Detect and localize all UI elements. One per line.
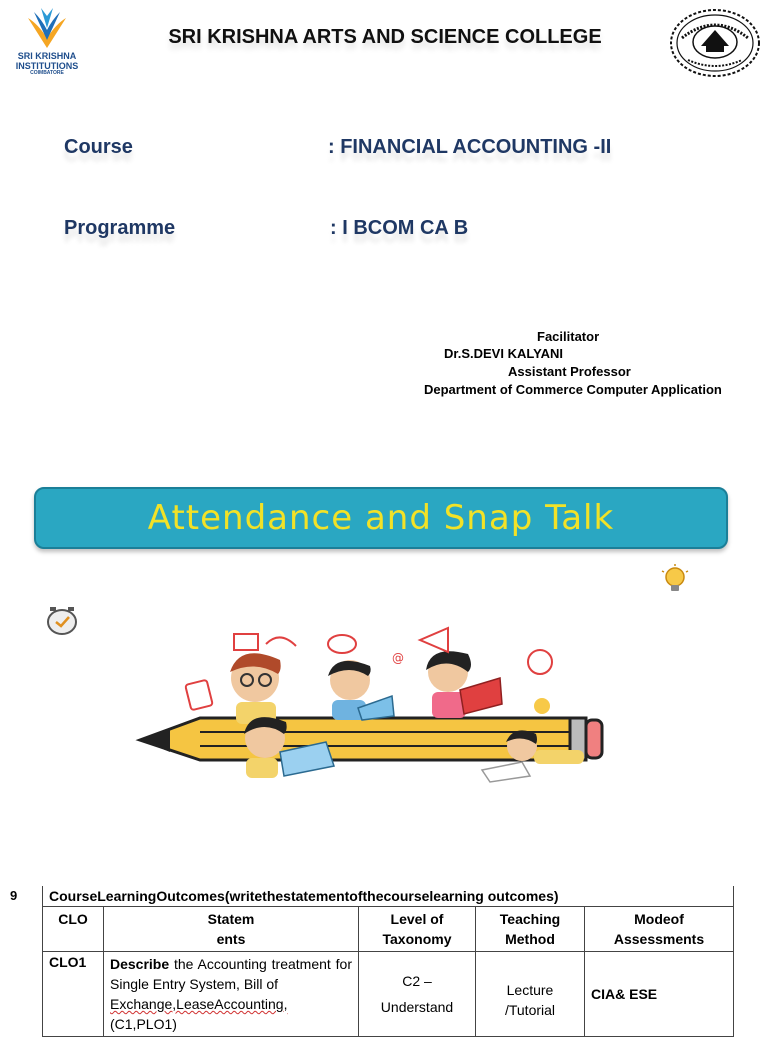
programme-label: Programme [64,217,176,239]
statement-text: the Accounting treatment for Single Entry System, Bill of [110,956,352,992]
facilitator-heading: Facilitator [537,329,600,344]
svg-text:@: @ [392,651,404,665]
row-teaching-line1: Lecture [506,982,554,998]
header-clo: CLO [43,907,104,952]
row-clo: CLO1 [43,952,104,1037]
college-title: SRI KRISHNA ARTS AND SCIENCE COLLEGE [168,26,602,48]
header-teaching [476,907,585,952]
course-value: : FINANCIAL ACCOUNTING -II [328,136,612,158]
table-title: CourseLearningOutcomes(writethestatementofthecourselearning outcomes) [43,886,734,907]
logo-city: COIMBATORE [30,70,64,76]
facilitator-department: Department of Commerce Computer Application [424,382,722,397]
logo-sub: INSTITUTIONS [15,61,79,71]
statement-topics: Exchange,LeaseAccounting, [110,996,288,1012]
header-mode-line2: Assessments [613,931,705,947]
facilitator-designation: Assistant Professor [508,364,631,379]
row-teaching-line2: /Tutorial [504,1002,556,1018]
seal-icon [668,8,762,78]
row-level-line1: C2 – [402,973,432,989]
logo-mark-icon [14,6,80,52]
institution-logo [14,6,80,78]
statement-mapping: (C1,PLO1) [110,1016,177,1032]
banner-text: Attendance and Snap Talk [147,498,615,538]
college-seal [668,8,762,78]
course-outcomes-table [42,886,734,1037]
row-mode: CIA& ESE [585,952,734,1037]
logo-name: SRI KRISHNA [17,51,77,61]
header-level [359,907,476,952]
statement-verb: Describe [110,956,170,972]
header-mode [585,907,734,952]
header-teaching-line1: Teaching [499,911,561,927]
header-mode-line1: Modeof [634,911,684,927]
header-statements-line1: Statem [207,911,255,927]
row-level-line2: Understand [380,999,454,1015]
programme-value: : I BCOM CA B [330,217,469,239]
header-level-line1: Level of [390,911,444,927]
header-teaching-line2: Method [505,931,555,947]
lightbulb-icon [658,563,692,597]
kids-pencil-icon [130,600,630,810]
facilitator-name: Dr.S.DEVI KALYANI [444,346,563,361]
stopwatch-icon [44,604,80,638]
header-level-line2: Taxonomy [382,931,452,947]
kids-reading-illustration [130,600,630,810]
attendance-banner [34,487,728,549]
header-statements-line2: ents [216,931,246,947]
table-row-number: 9 [10,888,18,903]
header-statements [104,907,359,952]
course-label: Course [64,136,133,158]
